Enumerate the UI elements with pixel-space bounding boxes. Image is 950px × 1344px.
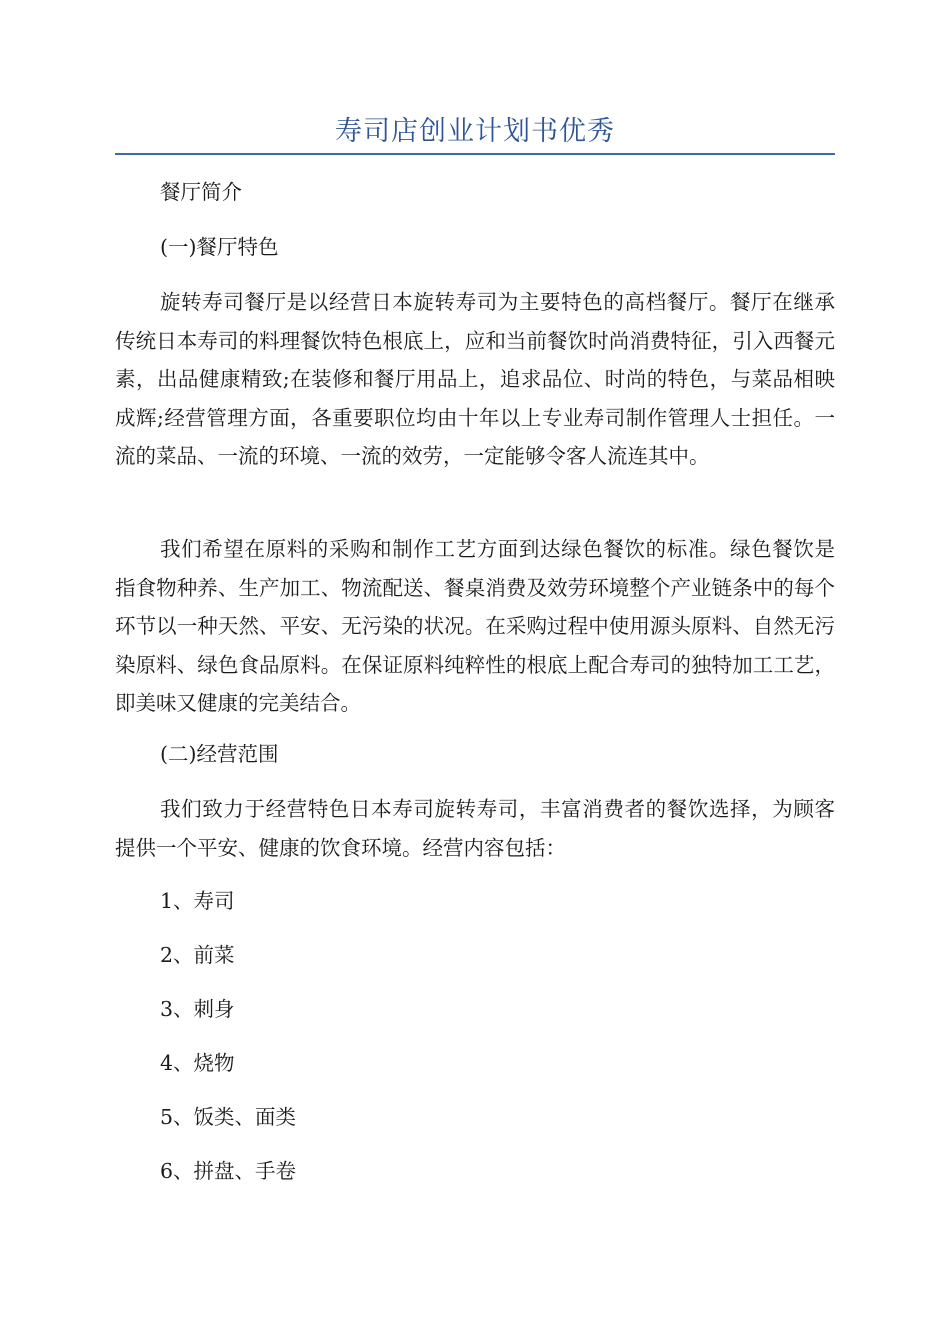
menu-list-item: 2、前菜 (160, 943, 235, 967)
menu-list-item: 4、烧物 (160, 1051, 235, 1075)
menu-list-item: 6、拼盘、手卷 (160, 1159, 297, 1183)
menu-list-item: 1、寿司 (160, 889, 235, 913)
paragraph-restaurant-features: 旋转寿司餐厅是以经营日本旋转寿司为主要特色的高档餐厅。餐厅在继承传统日本寿司的料理餐饮特色根底上，应和当前餐饮时尚消费特征，引入西餐元素，出品健康精致;在装修和餐厅用品上，追求品位、时尚的特色，与菜品相映成辉;经营管理方面，各重要职位均由十年以上专业寿司制作管理人士担任。一流的菜品、一流的环境、一流的效劳，一定能够令客人流连其中。 (115, 290, 835, 468)
menu-list-item: 5、饭类、面类 (160, 1105, 297, 1129)
subsection-heading-scope: (二)经营范围 (160, 742, 279, 766)
subsection-heading-features: (一)餐厅特色 (160, 235, 279, 259)
paragraph-business-scope: 我们致力于经营特色日本寿司旋转寿司，丰富消费者的餐饮选择，为顾客提供一个平安、健康的饮食环境。经营内容包括： (115, 797, 835, 860)
section-heading-intro: 餐厅简介 (160, 180, 242, 204)
menu-list-item: 3、刺身 (160, 997, 235, 1021)
document-title: 寿司店创业计划书优秀 (335, 116, 615, 147)
title-underline-divider (115, 153, 835, 155)
paragraph-green-dining: 我们希望在原料的采购和制作工艺方面到达绿色餐饮的标准。绿色餐饮是指食物种养、生产加工、物流配送、餐桌消费及效劳环境整个产业链条中的每个环节以一种天然、平安、无污染的状况。在采购过程中使用源头原料、自然无污染原料、绿色食品原料。在保证原料纯粹性的根底上配合寿司的独特加工工艺，即美味又健康的完美结合。 (115, 537, 835, 715)
